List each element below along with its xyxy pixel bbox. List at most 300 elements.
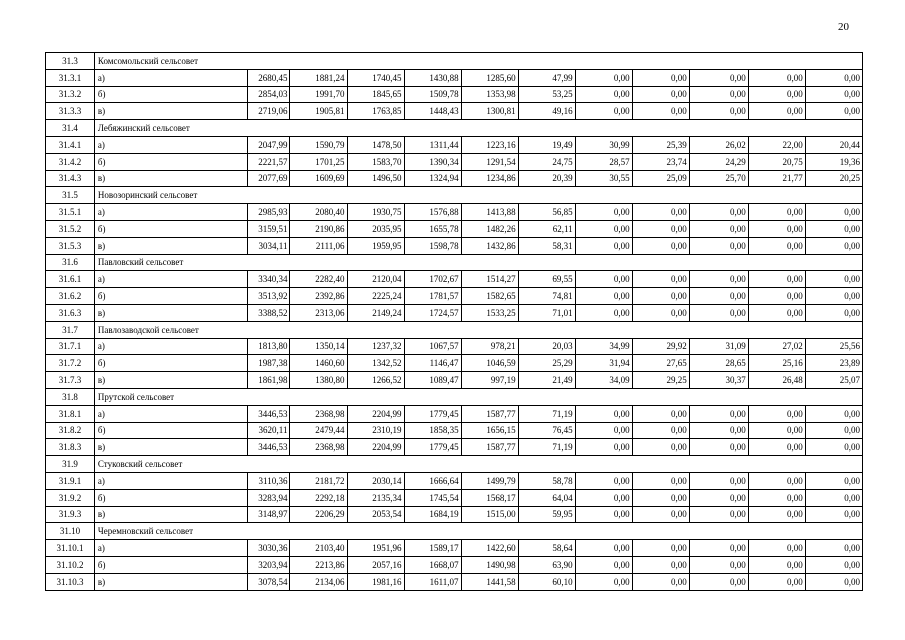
value-cell: 1430,88: [404, 69, 461, 86]
value-cell: 63,90: [518, 556, 575, 573]
value-cell: 2204,99: [347, 439, 404, 456]
table-row: [46, 540, 863, 557]
value-cell: 0,00: [575, 237, 632, 254]
value-cell: 1666,64: [404, 472, 461, 489]
table-row: [46, 220, 863, 237]
value-cell: 0,00: [748, 489, 805, 506]
value-cell: 0,00: [632, 405, 689, 422]
value-cell: 0,00: [689, 489, 748, 506]
row-code: 31.4.3: [46, 170, 95, 187]
table-row: [46, 573, 863, 590]
section-code: 31.8: [46, 388, 95, 405]
value-cell: 1490,98: [461, 556, 518, 573]
value-cell: 1266,52: [347, 372, 404, 389]
value-cell: 19,36: [805, 153, 862, 170]
value-cell: 64,04: [518, 489, 575, 506]
table-row: [46, 355, 863, 372]
value-cell: 1478,50: [347, 136, 404, 153]
value-cell: 23,89: [805, 355, 862, 372]
value-cell: 49,16: [518, 103, 575, 120]
value-cell: 25,70: [689, 170, 748, 187]
value-cell: 978,21: [461, 338, 518, 355]
section-code: 31.9: [46, 456, 95, 473]
table-row: [46, 556, 863, 573]
table-row: [46, 439, 863, 456]
value-cell: 0,00: [748, 237, 805, 254]
section-header-row: [46, 321, 863, 338]
value-cell: 1499,79: [461, 472, 518, 489]
value-cell: 1590,79: [290, 136, 347, 153]
value-cell: 28,65: [689, 355, 748, 372]
row-code: 31.9.3: [46, 506, 95, 523]
value-cell: 0,00: [575, 304, 632, 321]
value-cell: 1234,86: [461, 170, 518, 187]
row-label: а): [94, 204, 247, 221]
section-header-row: [46, 388, 863, 405]
value-cell: 0,00: [748, 271, 805, 288]
value-cell: 0,00: [805, 422, 862, 439]
table-row: [46, 237, 863, 254]
value-cell: 0,00: [689, 271, 748, 288]
value-cell: 0,00: [575, 506, 632, 523]
row-code: 31.9.2: [46, 489, 95, 506]
value-cell: 2368,98: [290, 439, 347, 456]
value-cell: 0,00: [748, 556, 805, 573]
table-row: [46, 405, 863, 422]
value-cell: 0,00: [689, 405, 748, 422]
value-cell: 0,00: [632, 556, 689, 573]
value-cell: 0,00: [689, 86, 748, 103]
value-cell: 1668,07: [404, 556, 461, 573]
value-cell: 0,00: [632, 86, 689, 103]
table-row: [46, 153, 863, 170]
row-label: б): [94, 422, 247, 439]
value-cell: 1656,15: [461, 422, 518, 439]
value-cell: 1514,27: [461, 271, 518, 288]
value-cell: 0,00: [805, 506, 862, 523]
value-cell: 0,00: [748, 220, 805, 237]
table-row: [46, 86, 863, 103]
value-cell: 1324,94: [404, 170, 461, 187]
value-cell: 3620,11: [247, 422, 290, 439]
value-cell: 1496,50: [347, 170, 404, 187]
value-cell: 0,00: [632, 237, 689, 254]
value-cell: 20,25: [805, 170, 862, 187]
value-cell: 20,75: [748, 153, 805, 170]
value-cell: 0,00: [575, 540, 632, 557]
table-row: [46, 472, 863, 489]
row-label: а): [94, 540, 247, 557]
value-cell: 25,07: [805, 372, 862, 389]
value-cell: 22,00: [748, 136, 805, 153]
section-header-row: [46, 523, 863, 540]
value-cell: 1845,65: [347, 86, 404, 103]
value-cell: 1611,07: [404, 573, 461, 590]
value-cell: 2310,19: [347, 422, 404, 439]
value-cell: 3034,11: [247, 237, 290, 254]
value-cell: 28,57: [575, 153, 632, 170]
value-cell: 30,55: [575, 170, 632, 187]
value-cell: 2213,86: [290, 556, 347, 573]
value-cell: 0,00: [575, 86, 632, 103]
value-cell: 31,94: [575, 355, 632, 372]
value-cell: 0,00: [689, 69, 748, 86]
value-cell: 1951,96: [347, 540, 404, 557]
table-row: [46, 288, 863, 305]
value-cell: 1413,88: [461, 204, 518, 221]
value-cell: 0,00: [805, 103, 862, 120]
value-cell: 0,00: [805, 237, 862, 254]
row-code: 31.3.1: [46, 69, 95, 86]
value-cell: 2053,54: [347, 506, 404, 523]
value-cell: 1350,14: [290, 338, 347, 355]
table-row: [46, 489, 863, 506]
value-cell: 1380,80: [290, 372, 347, 389]
value-cell: 2080,40: [290, 204, 347, 221]
value-cell: 3446,53: [247, 439, 290, 456]
value-cell: 1655,78: [404, 220, 461, 237]
value-cell: 1223,16: [461, 136, 518, 153]
value-cell: 0,00: [632, 422, 689, 439]
value-cell: 0,00: [805, 288, 862, 305]
value-cell: 56,85: [518, 204, 575, 221]
section-title: Лебяжинский сельсовет: [94, 120, 862, 137]
value-cell: 27,02: [748, 338, 805, 355]
value-cell: 34,09: [575, 372, 632, 389]
value-cell: 0,00: [575, 271, 632, 288]
value-cell: 1460,60: [290, 355, 347, 372]
value-cell: 0,00: [632, 220, 689, 237]
value-cell: 0,00: [689, 220, 748, 237]
row-code: 31.9.1: [46, 472, 95, 489]
value-cell: 0,00: [575, 472, 632, 489]
table-row: [46, 271, 863, 288]
value-cell: 0,00: [805, 304, 862, 321]
row-label: в): [94, 170, 247, 187]
value-cell: 0,00: [748, 204, 805, 221]
row-code: 31.4.2: [46, 153, 95, 170]
value-cell: 2077,69: [247, 170, 290, 187]
value-cell: 0,00: [805, 405, 862, 422]
value-cell: 0,00: [632, 489, 689, 506]
value-cell: 1482,26: [461, 220, 518, 237]
section-title: Стуковский сельсовет: [94, 456, 862, 473]
value-cell: 1311,44: [404, 136, 461, 153]
value-cell: 0,00: [689, 556, 748, 573]
value-cell: 1422,60: [461, 540, 518, 557]
value-cell: 2134,06: [290, 573, 347, 590]
value-cell: 1146,47: [404, 355, 461, 372]
value-cell: 0,00: [748, 69, 805, 86]
value-cell: 1609,69: [290, 170, 347, 187]
value-cell: 58,31: [518, 237, 575, 254]
value-cell: 25,39: [632, 136, 689, 153]
value-cell: 2854,03: [247, 86, 290, 103]
value-cell: 2111,06: [290, 237, 347, 254]
section-header-row: [46, 187, 863, 204]
row-label: в): [94, 237, 247, 254]
value-cell: 26,48: [748, 372, 805, 389]
value-cell: 1987,38: [247, 355, 290, 372]
section-header-row: [46, 254, 863, 271]
value-cell: 0,00: [689, 439, 748, 456]
table-row: [46, 372, 863, 389]
value-cell: 0,00: [689, 472, 748, 489]
value-cell: 1441,58: [461, 573, 518, 590]
value-cell: 1905,81: [290, 103, 347, 120]
row-code: 31.7.3: [46, 372, 95, 389]
table-row: [46, 170, 863, 187]
value-cell: 2221,57: [247, 153, 290, 170]
value-cell: 1702,67: [404, 271, 461, 288]
value-cell: 2030,14: [347, 472, 404, 489]
section-code: 31.3: [46, 53, 95, 70]
value-cell: 2057,16: [347, 556, 404, 573]
value-cell: 76,45: [518, 422, 575, 439]
row-label: в): [94, 506, 247, 523]
value-cell: 0,00: [748, 472, 805, 489]
value-cell: 0,00: [632, 573, 689, 590]
page-number: 20: [838, 21, 849, 33]
value-cell: 20,39: [518, 170, 575, 187]
section-code: 31.5: [46, 187, 95, 204]
value-cell: 0,00: [689, 304, 748, 321]
value-cell: 0,00: [689, 422, 748, 439]
value-cell: 3159,51: [247, 220, 290, 237]
row-code: 31.10.2: [46, 556, 95, 573]
value-cell: 1390,34: [404, 153, 461, 170]
value-cell: 2282,40: [290, 271, 347, 288]
value-cell: 29,92: [632, 338, 689, 355]
row-label: б): [94, 556, 247, 573]
row-label: б): [94, 489, 247, 506]
table-row: [46, 506, 863, 523]
row-label: б): [94, 153, 247, 170]
value-cell: 26,02: [689, 136, 748, 153]
section-title: Новозоринский сельсовет: [94, 187, 862, 204]
value-cell: 1781,57: [404, 288, 461, 305]
value-cell: 1568,17: [461, 489, 518, 506]
value-cell: 0,00: [575, 439, 632, 456]
value-cell: 2985,93: [247, 204, 290, 221]
value-cell: 0,00: [632, 204, 689, 221]
value-cell: 1981,16: [347, 573, 404, 590]
value-cell: 69,55: [518, 271, 575, 288]
row-code: 31.8.1: [46, 405, 95, 422]
value-cell: 1701,25: [290, 153, 347, 170]
table-row: [46, 304, 863, 321]
value-cell: 0,00: [689, 204, 748, 221]
section-title: Черемновский сельсовет: [94, 523, 862, 540]
value-cell: 2368,98: [290, 405, 347, 422]
value-cell: 0,00: [805, 573, 862, 590]
section-title: Прутской сельсовет: [94, 388, 862, 405]
row-code: 31.8.3: [46, 439, 95, 456]
value-cell: 58,78: [518, 472, 575, 489]
value-cell: 3283,94: [247, 489, 290, 506]
row-label: а): [94, 338, 247, 355]
value-cell: 0,00: [748, 304, 805, 321]
value-cell: 47,99: [518, 69, 575, 86]
section-code: 31.6: [46, 254, 95, 271]
value-cell: 0,00: [632, 506, 689, 523]
value-cell: 2120,04: [347, 271, 404, 288]
row-label: в): [94, 304, 247, 321]
value-cell: 0,00: [748, 86, 805, 103]
table-row: [46, 338, 863, 355]
value-cell: 1684,19: [404, 506, 461, 523]
row-label: в): [94, 573, 247, 590]
section-title: Комсомольский сельсовет: [94, 53, 862, 70]
value-cell: 1046,59: [461, 355, 518, 372]
value-cell: 53,25: [518, 86, 575, 103]
value-cell: 71,01: [518, 304, 575, 321]
value-cell: 0,00: [575, 556, 632, 573]
value-cell: 2392,86: [290, 288, 347, 305]
value-cell: 0,00: [748, 439, 805, 456]
value-cell: 1991,70: [290, 86, 347, 103]
value-cell: 1353,98: [461, 86, 518, 103]
row-label: в): [94, 372, 247, 389]
value-cell: 0,00: [748, 288, 805, 305]
value-cell: 0,00: [575, 489, 632, 506]
value-cell: 1858,35: [404, 422, 461, 439]
value-cell: 0,00: [689, 237, 748, 254]
value-cell: 2313,06: [290, 304, 347, 321]
row-code: 31.4.1: [46, 136, 95, 153]
section-title: Павловский сельсовет: [94, 254, 862, 271]
value-cell: 2680,45: [247, 69, 290, 86]
value-cell: 0,00: [689, 540, 748, 557]
value-cell: 0,00: [632, 472, 689, 489]
value-cell: 1432,86: [461, 237, 518, 254]
section-code: 31.7: [46, 321, 95, 338]
value-cell: 0,00: [805, 220, 862, 237]
section-code: 31.4: [46, 120, 95, 137]
value-cell: 1779,45: [404, 405, 461, 422]
value-cell: 0,00: [575, 405, 632, 422]
value-cell: 3078,54: [247, 573, 290, 590]
row-label: а): [94, 69, 247, 86]
value-cell: 0,00: [805, 540, 862, 557]
value-cell: 71,19: [518, 405, 575, 422]
row-label: б): [94, 288, 247, 305]
value-cell: 2204,99: [347, 405, 404, 422]
value-cell: 1861,98: [247, 372, 290, 389]
value-cell: 0,00: [748, 422, 805, 439]
table-row: [46, 422, 863, 439]
row-code: 31.5.3: [46, 237, 95, 254]
table-row: [46, 204, 863, 221]
value-cell: 0,00: [748, 405, 805, 422]
value-cell: 1300,81: [461, 103, 518, 120]
value-cell: 3110,36: [247, 472, 290, 489]
value-cell: 3340,34: [247, 271, 290, 288]
value-cell: 0,00: [748, 103, 805, 120]
value-cell: 1576,88: [404, 204, 461, 221]
value-cell: 0,00: [805, 556, 862, 573]
value-cell: 1959,95: [347, 237, 404, 254]
value-cell: 21,77: [748, 170, 805, 187]
value-cell: 1583,70: [347, 153, 404, 170]
row-code: 31.6.2: [46, 288, 95, 305]
value-cell: 25,56: [805, 338, 862, 355]
value-cell: 29,25: [632, 372, 689, 389]
section-header-row: [46, 53, 863, 70]
section-title: Павлозаводской сельсовет: [94, 321, 862, 338]
value-cell: 3148,97: [247, 506, 290, 523]
value-cell: 997,19: [461, 372, 518, 389]
value-cell: 0,00: [689, 103, 748, 120]
table-row: [46, 69, 863, 86]
value-cell: 1237,32: [347, 338, 404, 355]
value-cell: 25,29: [518, 355, 575, 372]
value-cell: 58,64: [518, 540, 575, 557]
section-header-row: [46, 456, 863, 473]
value-cell: 60,10: [518, 573, 575, 590]
value-cell: 1779,45: [404, 439, 461, 456]
value-cell: 2190,86: [290, 220, 347, 237]
value-cell: 1587,77: [461, 405, 518, 422]
value-cell: 2047,99: [247, 136, 290, 153]
value-cell: 20,03: [518, 338, 575, 355]
value-cell: 59,95: [518, 506, 575, 523]
value-cell: 0,00: [632, 304, 689, 321]
table-row: [46, 136, 863, 153]
value-cell: 1342,52: [347, 355, 404, 372]
value-cell: 2181,72: [290, 472, 347, 489]
section-header-row: [46, 120, 863, 137]
value-cell: 0,00: [805, 439, 862, 456]
value-cell: 3030,36: [247, 540, 290, 557]
value-cell: 0,00: [805, 271, 862, 288]
value-cell: 62,11: [518, 220, 575, 237]
value-cell: 0,00: [748, 506, 805, 523]
value-cell: 0,00: [632, 103, 689, 120]
value-cell: 24,29: [689, 153, 748, 170]
row-label: б): [94, 355, 247, 372]
value-cell: 0,00: [575, 220, 632, 237]
value-cell: 0,00: [805, 69, 862, 86]
value-cell: 0,00: [632, 271, 689, 288]
row-code: 31.10.3: [46, 573, 95, 590]
value-cell: 2719,06: [247, 103, 290, 120]
value-cell: 1291,54: [461, 153, 518, 170]
value-cell: 1067,57: [404, 338, 461, 355]
value-cell: 0,00: [805, 86, 862, 103]
value-cell: 0,00: [748, 540, 805, 557]
value-cell: 0,00: [805, 489, 862, 506]
value-cell: 34,99: [575, 338, 632, 355]
section-code: 31.10: [46, 523, 95, 540]
value-cell: 3388,52: [247, 304, 290, 321]
row-code: 31.6.3: [46, 304, 95, 321]
value-cell: 0,00: [748, 573, 805, 590]
value-cell: 3513,92: [247, 288, 290, 305]
value-cell: 25,09: [632, 170, 689, 187]
value-cell: 0,00: [632, 540, 689, 557]
value-cell: 1533,25: [461, 304, 518, 321]
value-cell: 1285,60: [461, 69, 518, 86]
value-cell: 74,81: [518, 288, 575, 305]
value-cell: 1509,78: [404, 86, 461, 103]
value-cell: 2149,24: [347, 304, 404, 321]
value-cell: 23,74: [632, 153, 689, 170]
value-cell: 0,00: [805, 204, 862, 221]
value-cell: 1515,00: [461, 506, 518, 523]
value-cell: 0,00: [689, 288, 748, 305]
value-cell: 2479,44: [290, 422, 347, 439]
